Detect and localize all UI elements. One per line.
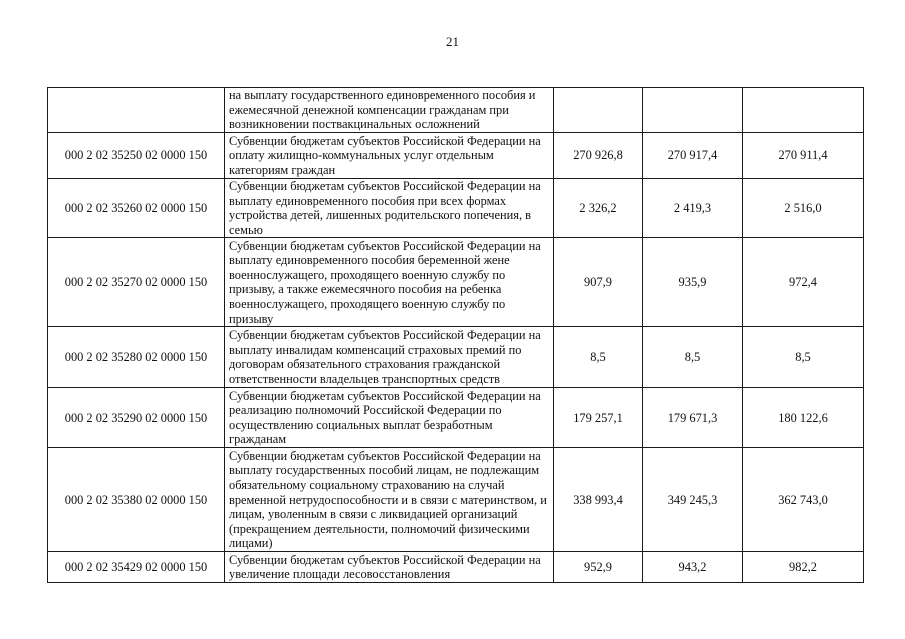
value-year2-cell [643, 88, 743, 133]
value-year3-cell: 8,5 [743, 327, 864, 388]
budget-code-cell: 000 2 02 35380 02 0000 150 [48, 448, 225, 552]
value-year3-cell: 982,2 [743, 552, 864, 583]
budget-code-cell [48, 88, 225, 133]
value-year2-cell: 2 419,3 [643, 179, 743, 238]
value-year2-cell: 8,5 [643, 327, 743, 388]
budget-code-cell: 000 2 02 35260 02 0000 150 [48, 179, 225, 238]
value-year3-cell: 362 743,0 [743, 448, 864, 552]
budget-code-cell: 000 2 02 35270 02 0000 150 [48, 238, 225, 327]
value-year2-cell: 943,2 [643, 552, 743, 583]
description-cell: Субвенции бюджетам субъектов Российской Федерации на реализацию полномочий Российской Федерации по осуществлению социальных выплат безработным гражданам [225, 388, 554, 448]
value-year3-cell [743, 88, 864, 133]
value-year1-cell: 907,9 [554, 238, 643, 327]
description-cell: Субвенции бюджетам субъектов Российской Федерации на выплату единовременного пособия беременной жене военнослужащего, проходящего военную службу по призыву, а также ежемесячного пособия на ребенка военнослужащего, проходящего военную службу по призыву [225, 238, 554, 327]
value-year1-cell: 338 993,4 [554, 448, 643, 552]
description-cell: Субвенции бюджетам субъектов Российской Федерации на выплату единовременного пособия при всех формах устройства детей, лишенных родительского попечения, в семью [225, 179, 554, 238]
description-cell: на выплату государственного единовременного пособия и ежемесячной денежной компенсации гражданам при возникновении поствакцинальных осложнений [225, 88, 554, 133]
value-year1-cell: 8,5 [554, 327, 643, 388]
value-year1-cell: 2 326,2 [554, 179, 643, 238]
budget-code-cell: 000 2 02 35429 02 0000 150 [48, 552, 225, 583]
page-number: 21 [446, 34, 459, 49]
value-year3-cell: 180 122,6 [743, 388, 864, 448]
value-year1-cell: 952,9 [554, 552, 643, 583]
budget-code-cell: 000 2 02 35290 02 0000 150 [48, 388, 225, 448]
table-row [48, 327, 864, 388]
value-year1-cell [554, 88, 643, 133]
value-year3-cell: 972,4 [743, 238, 864, 327]
description-cell: Субвенции бюджетам субъектов Российской Федерации на выплату инвалидам компенсаций страховых премий по договорам обязательного страхования гражданской ответственности владельцев транспортных средств [225, 327, 554, 388]
budget-revenue-table [47, 87, 864, 583]
budget-code-cell: 000 2 02 35280 02 0000 150 [48, 327, 225, 388]
value-year3-cell: 270 911,4 [743, 133, 864, 179]
value-year2-cell: 179 671,3 [643, 388, 743, 448]
table-row [48, 388, 864, 448]
budget-code-cell: 000 2 02 35250 02 0000 150 [48, 133, 225, 179]
value-year1-cell: 270 926,8 [554, 133, 643, 179]
table-row [48, 238, 864, 327]
table-row [48, 448, 864, 552]
table-row [48, 133, 864, 179]
table-row [48, 179, 864, 238]
description-cell: Субвенции бюджетам субъектов Российской Федерации на выплату государственных пособий лицам, не подлежащим обязательному социальному страхованию на случай временной нетрудоспособности и в связи с материнством, и лицам, уволенным в связи с ликвидацией организаций (прекращением деятельности, полномочий физическими лицами) [225, 448, 554, 552]
table-row [48, 552, 864, 583]
value-year2-cell: 270 917,4 [643, 133, 743, 179]
value-year3-cell: 2 516,0 [743, 179, 864, 238]
table-row [48, 88, 864, 133]
value-year2-cell: 349 245,3 [643, 448, 743, 552]
value-year2-cell: 935,9 [643, 238, 743, 327]
value-year1-cell: 179 257,1 [554, 388, 643, 448]
description-cell: Субвенции бюджетам субъектов Российской Федерации на оплату жилищно-коммунальных услуг отдельным категориям граждан [225, 133, 554, 179]
description-cell: Субвенции бюджетам субъектов Российской Федерации на увеличение площади лесовосстановления [225, 552, 554, 583]
